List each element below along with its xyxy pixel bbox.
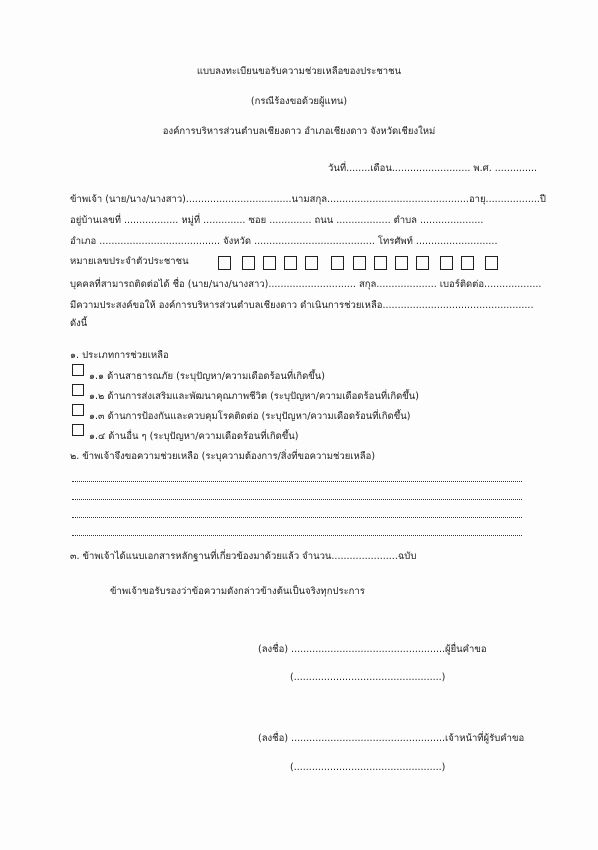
section2-heading: ๒. ข้าพเจ้าจึงขอความช่วยเหลือ (ระบุความต้องการ/สิ่งที่ขอความช่วยเหลือ) xyxy=(70,451,376,462)
option-3-checkbox[interactable] xyxy=(72,404,84,416)
option-2-checkbox[interactable] xyxy=(72,384,84,396)
contact-person-line[interactable]: บุคคลที่สามารถติดต่อได้ ชื่อ (นาย/นาง/นางสาว)............................. สกุล.................... เบอร์ติดต่อ................... xyxy=(70,279,542,290)
option-2-label: ๑.๒ ด้านการส่งเสริมและพัฒนาคุณภาพชีวิต (ระบุปัญหา/ความเดือดร้อนที่เกิดขึ้น) xyxy=(89,391,419,402)
certification-text: ข้าพเจ้าขอรับรองว่าข้อความดังกล่าวข้างต้นเป็นจริงทุกประการ xyxy=(110,586,365,597)
date-line[interactable]: วันที่........เดือน.......................... พ.ศ. .............. xyxy=(328,163,538,174)
option-1-label: ๑.๑ ด้านสาธารณภัย (ระบุปัญหา/ความเดือดร้อนที่เกิดขึ้น) xyxy=(89,371,325,382)
section3-text[interactable]: ๓. ข้าพเจ้าได้แนบเอกสารหลักฐานที่เกี่ยวข้องมาด้วยแล้ว จำนวน......................ฉบับ xyxy=(70,551,417,562)
request-line[interactable] xyxy=(72,499,522,500)
request-line[interactable] xyxy=(72,481,522,482)
officer-printed-name[interactable]: (.................................................) xyxy=(290,762,446,773)
id-digit-box[interactable] xyxy=(263,256,276,270)
id-digit-box[interactable] xyxy=(284,256,297,270)
district-line[interactable]: อำเภอ ........................................ จังหวัด ........................................ โทรศัพท์ ........................... xyxy=(70,236,498,247)
officer-signature-line[interactable]: (ลงชื่อ) ...................................................เจ้าหน้าที่ผู้รับคำขอ xyxy=(258,733,525,744)
id-label: หมายเลขประจำตัวประชาชน xyxy=(70,256,189,267)
applicant-signature-line[interactable]: (ลงชื่อ) ...................................................ผู้ยื่นคำขอ xyxy=(258,644,487,655)
option-4-label: ๑.๔ ด้านอื่น ๆ (ระบุปัญหา/ความเดือดร้อนที่เกิดขึ้น) xyxy=(89,431,299,442)
option-4-checkbox[interactable] xyxy=(72,424,84,436)
id-digit-box[interactable] xyxy=(218,256,231,270)
option-3-label: ๑.๓ ด้านการป้องกันและควบคุมโรคติดต่อ (ระบุปัญหา/ความเดือดร้อนที่เกิดขึ้น) xyxy=(89,411,411,422)
organization-name: องค์การบริหารส่วนตำบลเชียงดาว อำเภอเชียงดาว จังหวัดเชียงใหม่ xyxy=(162,126,436,137)
id-digit-box[interactable] xyxy=(461,256,474,270)
id-digit-box[interactable] xyxy=(440,256,453,270)
id-digit-box[interactable] xyxy=(485,256,498,270)
id-digit-box[interactable] xyxy=(395,256,408,270)
form-subtitle: (กรณีร้องขอด้วยผู้แทน) xyxy=(250,96,348,107)
id-digit-box[interactable] xyxy=(242,256,255,270)
purpose-line[interactable]: มีความประสงค์ขอให้ องค์การบริหารส่วนตำบลเชียงดาว ดำเนินการช่วยเหลือ.................................................. xyxy=(70,300,534,311)
id-number-boxes[interactable] xyxy=(215,252,498,271)
request-line[interactable] xyxy=(72,535,522,536)
id-digit-box[interactable] xyxy=(374,256,387,270)
section1-heading: ๑. ประเภทการช่วยเหลือ xyxy=(70,350,169,361)
id-digit-box[interactable] xyxy=(416,256,429,270)
option-1-checkbox[interactable] xyxy=(72,364,84,376)
form-title: แบบลงทะเบียนขอรับความช่วยเหลือของประชาชน xyxy=(196,66,402,77)
applicant-name-line[interactable]: ข้าพเจ้า (นาย/นาง/นางสาว)...................................นามสกุล...............................................อายุ..................ปี xyxy=(70,194,546,205)
id-digit-box[interactable] xyxy=(305,256,318,270)
id-digit-box[interactable] xyxy=(353,256,366,270)
address-line[interactable]: อยู่บ้านเลขที่ .................. หมู่ที่ .............. ซอย .............. ถนน .................. ตำบล ..................... xyxy=(70,215,484,226)
id-digit-box[interactable] xyxy=(331,256,344,270)
as-follows-label: ดังนี้ xyxy=(70,318,88,329)
applicant-printed-name[interactable]: (.................................................) xyxy=(290,672,446,683)
request-line[interactable] xyxy=(72,517,522,518)
